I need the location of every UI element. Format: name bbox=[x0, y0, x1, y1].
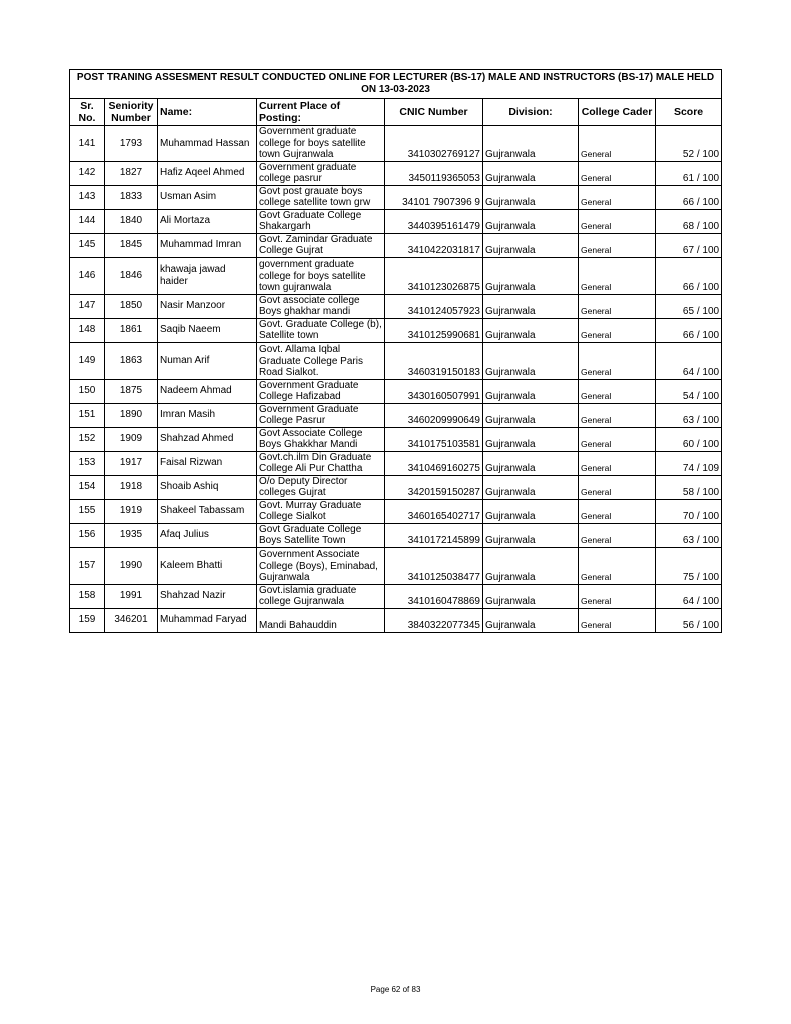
table-cell-score: 74 / 109 bbox=[656, 451, 722, 475]
table-cell-cnic: 3460165402717 bbox=[385, 499, 483, 523]
table-cell-division: Gujranwala bbox=[483, 342, 579, 379]
table-cell-seniority: 1919 bbox=[105, 499, 158, 523]
table-cell-cnic: 3410175103581 bbox=[385, 427, 483, 451]
table-cell-cnic: 3420159150287 bbox=[385, 475, 483, 499]
table-cell-score: 66 / 100 bbox=[656, 185, 722, 209]
table-row bbox=[70, 403, 722, 427]
table-cell-cnic: 3440395161479 bbox=[385, 209, 483, 233]
table-row bbox=[70, 126, 722, 162]
table-body bbox=[70, 126, 722, 633]
table-cell-name: Faisal Rizwan bbox=[158, 451, 257, 475]
table-cell-score: 64 / 100 bbox=[656, 342, 722, 379]
table-cell-cadre: General bbox=[579, 318, 656, 342]
table-cell-score: 58 / 100 bbox=[656, 475, 722, 499]
table-cell-name: Muhammad Hassan bbox=[158, 126, 257, 162]
table-cell-posting: Govt.ch.ilm Din Graduate College Ali Pur Chattha bbox=[257, 451, 385, 475]
table-cell-seniority: 1846 bbox=[105, 257, 158, 294]
table-cell-division: Gujranwala bbox=[483, 379, 579, 403]
table-cell-posting: Govt.islamia graduate college Gujranwala bbox=[257, 584, 385, 608]
table-cell-posting: Govt. Allama Iqbal Graduate College Paris Road Sialkot. bbox=[257, 342, 385, 379]
table-cell-score: 52 / 100 bbox=[656, 126, 722, 162]
table-cell-name: Kaleem Bhatti bbox=[158, 547, 257, 584]
table-cell-posting: Govt post grauate boys college satellite town grw bbox=[257, 185, 385, 209]
table-cell-score: 63 / 100 bbox=[656, 403, 722, 427]
table-cell-cadre: General bbox=[579, 257, 656, 294]
table-row bbox=[70, 475, 722, 499]
table-cell-division: Gujranwala bbox=[483, 126, 579, 162]
table-cell-name: Nasir Manzoor bbox=[158, 294, 257, 318]
table-cell-sr: 157 bbox=[70, 547, 105, 584]
table-cell-score: 54 / 100 bbox=[656, 379, 722, 403]
table-cell-name: Shahzad Nazir bbox=[158, 584, 257, 608]
table-cell-cnic: 34101 7907396 9 bbox=[385, 185, 483, 209]
table-cell-seniority: 1990 bbox=[105, 547, 158, 584]
table-row bbox=[70, 257, 722, 294]
table-cell-division: Gujranwala bbox=[483, 161, 579, 185]
table-cell-sr: 142 bbox=[70, 161, 105, 185]
table-cell-name: Afaq Julius bbox=[158, 523, 257, 547]
table-cell-cnic: 3460319150183 bbox=[385, 342, 483, 379]
table-cell-cadre: General bbox=[579, 499, 656, 523]
table-cell-cnic: 3460209990649 bbox=[385, 403, 483, 427]
document-title: POST TRANING ASSESMENT RESULT CONDUCTED ONLINE FOR LECTURER (BS-17) MALE AND INSTRUCTORS (BS-17) MALE HELD ON 13-03-2023 bbox=[70, 70, 722, 99]
table-cell-seniority: 1827 bbox=[105, 161, 158, 185]
table-cell-seniority: 346201 bbox=[105, 608, 158, 632]
table-cell-cadre: General bbox=[579, 523, 656, 547]
table-cell-cadre: General bbox=[579, 403, 656, 427]
table-cell-name: Imran Masih bbox=[158, 403, 257, 427]
table-cell-cnic: 3410123026875 bbox=[385, 257, 483, 294]
table-cell-seniority: 1850 bbox=[105, 294, 158, 318]
table-cell-sr: 147 bbox=[70, 294, 105, 318]
table-cell-division: Gujranwala bbox=[483, 427, 579, 451]
table-cell-cadre: General bbox=[579, 584, 656, 608]
table-cell-score: 75 / 100 bbox=[656, 547, 722, 584]
table-row bbox=[70, 233, 722, 257]
table-cell-posting: Government Graduate College Hafizabad bbox=[257, 379, 385, 403]
table-cell-division: Gujranwala bbox=[483, 475, 579, 499]
table-cell-score: 70 / 100 bbox=[656, 499, 722, 523]
table-cell-division: Gujranwala bbox=[483, 403, 579, 427]
header-row bbox=[70, 99, 722, 126]
header-name: Name: bbox=[158, 99, 257, 126]
results-table bbox=[69, 69, 722, 633]
table-cell-sr: 152 bbox=[70, 427, 105, 451]
table-cell-cadre: General bbox=[579, 233, 656, 257]
table-cell-posting: Govt. Murray Graduate College Sialkot bbox=[257, 499, 385, 523]
table-row bbox=[70, 209, 722, 233]
table-cell-sr: 148 bbox=[70, 318, 105, 342]
table-cell-seniority: 1909 bbox=[105, 427, 158, 451]
table-cell-posting: Mandi Bahauddin bbox=[257, 608, 385, 632]
table-cell-seniority: 1935 bbox=[105, 523, 158, 547]
table-cell-cadre: General bbox=[579, 451, 656, 475]
table-cell-division: Gujranwala bbox=[483, 209, 579, 233]
table-row bbox=[70, 499, 722, 523]
header-cnic: CNIC Number bbox=[385, 99, 483, 126]
table-cell-division: Gujranwala bbox=[483, 584, 579, 608]
table-cell-division: Gujranwala bbox=[483, 451, 579, 475]
table-cell-cadre: General bbox=[579, 342, 656, 379]
table-row bbox=[70, 342, 722, 379]
table-row bbox=[70, 294, 722, 318]
table-cell-sr: 151 bbox=[70, 403, 105, 427]
table-cell-division: Gujranwala bbox=[483, 547, 579, 584]
table-cell-cadre: General bbox=[579, 475, 656, 499]
table-cell-cnic: 3410172145899 bbox=[385, 523, 483, 547]
table-cell-cnic: 3410469160275 bbox=[385, 451, 483, 475]
table-cell-division: Gujranwala bbox=[483, 233, 579, 257]
table-cell-sr: 154 bbox=[70, 475, 105, 499]
table-cell-division: Gujranwala bbox=[483, 257, 579, 294]
table-row bbox=[70, 318, 722, 342]
table-row bbox=[70, 161, 722, 185]
table-cell-seniority: 1793 bbox=[105, 126, 158, 162]
table-cell-cnic: 3410302769127 bbox=[385, 126, 483, 162]
table-cell-name: Nadeem Ahmad bbox=[158, 379, 257, 403]
table-cell-division: Gujranwala bbox=[483, 523, 579, 547]
table-cell-cadre: General bbox=[579, 126, 656, 162]
table-cell-division: Gujranwala bbox=[483, 499, 579, 523]
header-sr: Sr. No. bbox=[70, 99, 105, 126]
table-cell-sr: 155 bbox=[70, 499, 105, 523]
table-cell-cnic: 3450119365053 bbox=[385, 161, 483, 185]
table-row bbox=[70, 608, 722, 632]
table-cell-name: Hafiz Aqeel Ahmed bbox=[158, 161, 257, 185]
table-cell-name: Ali Mortaza bbox=[158, 209, 257, 233]
table-cell-posting: Govt Associate College Boys Ghakkhar Mandi bbox=[257, 427, 385, 451]
table-cell-seniority: 1840 bbox=[105, 209, 158, 233]
table-cell-cadre: General bbox=[579, 427, 656, 451]
table-cell-posting: Government graduate college pasrur bbox=[257, 161, 385, 185]
table-cell-cnic: 3410125038477 bbox=[385, 547, 483, 584]
table-cell-posting: Government Graduate College Pasrur bbox=[257, 403, 385, 427]
table-cell-name: Usman Asim bbox=[158, 185, 257, 209]
table-row bbox=[70, 379, 722, 403]
table-cell-name: khawaja jawad haider bbox=[158, 257, 257, 294]
table-cell-division: Gujranwala bbox=[483, 608, 579, 632]
table-cell-cnic: 3430160507991 bbox=[385, 379, 483, 403]
table-cell-cadre: General bbox=[579, 161, 656, 185]
table-cell-cadre: General bbox=[579, 547, 656, 584]
table-cell-division: Gujranwala bbox=[483, 294, 579, 318]
table-cell-score: 64 / 100 bbox=[656, 584, 722, 608]
table-row bbox=[70, 523, 722, 547]
header-cadre: College Cader bbox=[579, 99, 656, 126]
table-cell-name: Shahzad Ahmed bbox=[158, 427, 257, 451]
table-cell-posting: government graduate college for boys satellite town gujranwala bbox=[257, 257, 385, 294]
table-cell-posting: Govt Graduate College Shakargarh bbox=[257, 209, 385, 233]
table-cell-seniority: 1875 bbox=[105, 379, 158, 403]
table-cell-score: 66 / 100 bbox=[656, 257, 722, 294]
table-cell-posting: Government graduate college for boys satellite town Gujranwala bbox=[257, 126, 385, 162]
table-cell-cadre: General bbox=[579, 209, 656, 233]
table-cell-cadre: General bbox=[579, 294, 656, 318]
table-cell-seniority: 1845 bbox=[105, 233, 158, 257]
table-cell-sr: 158 bbox=[70, 584, 105, 608]
table-cell-name: Numan Arif bbox=[158, 342, 257, 379]
table-cell-posting: Govt. Zamindar Graduate College Gujrat bbox=[257, 233, 385, 257]
table-cell-posting: Govt associate college Boys ghakhar mandi bbox=[257, 294, 385, 318]
table-cell-sr: 145 bbox=[70, 233, 105, 257]
table-cell-seniority: 1991 bbox=[105, 584, 158, 608]
table-cell-posting: Government Associate College (Boys), Eminabad, Gujranwala bbox=[257, 547, 385, 584]
table-cell-sr: 144 bbox=[70, 209, 105, 233]
table-cell-sr: 141 bbox=[70, 126, 105, 162]
table-cell-division: Gujranwala bbox=[483, 185, 579, 209]
table-cell-sr: 153 bbox=[70, 451, 105, 475]
table-cell-sr: 143 bbox=[70, 185, 105, 209]
table-cell-seniority: 1863 bbox=[105, 342, 158, 379]
table-cell-score: 60 / 100 bbox=[656, 427, 722, 451]
table-cell-seniority: 1833 bbox=[105, 185, 158, 209]
table-cell-sr: 159 bbox=[70, 608, 105, 632]
table-cell-cadre: General bbox=[579, 608, 656, 632]
table-cell-name: Saqib Naeem bbox=[158, 318, 257, 342]
table-cell-seniority: 1918 bbox=[105, 475, 158, 499]
header-score: Score bbox=[656, 99, 722, 126]
table-cell-cnic: 3410125990681 bbox=[385, 318, 483, 342]
table-cell-cnic: 3840322077345 bbox=[385, 608, 483, 632]
table-cell-name: Shakeel Tabassam bbox=[158, 499, 257, 523]
table-cell-seniority: 1917 bbox=[105, 451, 158, 475]
table-cell-cnic: 3410160478869 bbox=[385, 584, 483, 608]
page-number: Page 62 of 83 bbox=[370, 985, 421, 994]
table-cell-cadre: General bbox=[579, 379, 656, 403]
table-cell-sr: 149 bbox=[70, 342, 105, 379]
table-cell-cnic: 3410124057923 bbox=[385, 294, 483, 318]
table-cell-sr: 146 bbox=[70, 257, 105, 294]
table-cell-score: 66 / 100 bbox=[656, 318, 722, 342]
header-division: Division: bbox=[483, 99, 579, 126]
header-seniority: Seniority Number bbox=[105, 99, 158, 126]
table-cell-score: 61 / 100 bbox=[656, 161, 722, 185]
table-cell-seniority: 1890 bbox=[105, 403, 158, 427]
table-cell-division: Gujranwala bbox=[483, 318, 579, 342]
table-cell-score: 65 / 100 bbox=[656, 294, 722, 318]
table-cell-cadre: General bbox=[579, 185, 656, 209]
table-cell-posting: Govt Graduate College Boys Satellite Town bbox=[257, 523, 385, 547]
table-cell-cnic: 3410422031817 bbox=[385, 233, 483, 257]
table-row bbox=[70, 451, 722, 475]
table-cell-sr: 156 bbox=[70, 523, 105, 547]
table-cell-name: Muhammad Faryad bbox=[158, 608, 257, 632]
table-row bbox=[70, 427, 722, 451]
table-cell-name: Shoaib Ashiq bbox=[158, 475, 257, 499]
table-row bbox=[70, 185, 722, 209]
table-cell-score: 56 / 100 bbox=[656, 608, 722, 632]
table-cell-score: 68 / 100 bbox=[656, 209, 722, 233]
table-cell-posting: Govt. Graduate College (b), Satellite town bbox=[257, 318, 385, 342]
header-posting: Current Place of Posting: bbox=[257, 99, 385, 126]
table-cell-seniority: 1861 bbox=[105, 318, 158, 342]
table-row bbox=[70, 584, 722, 608]
table-cell-posting: O/o Deputy Director colleges Gujrat bbox=[257, 475, 385, 499]
table-cell-sr: 150 bbox=[70, 379, 105, 403]
table-cell-score: 67 / 100 bbox=[656, 233, 722, 257]
table-cell-name: Muhammad Imran bbox=[158, 233, 257, 257]
table-cell-score: 63 / 100 bbox=[656, 523, 722, 547]
table-row bbox=[70, 547, 722, 584]
